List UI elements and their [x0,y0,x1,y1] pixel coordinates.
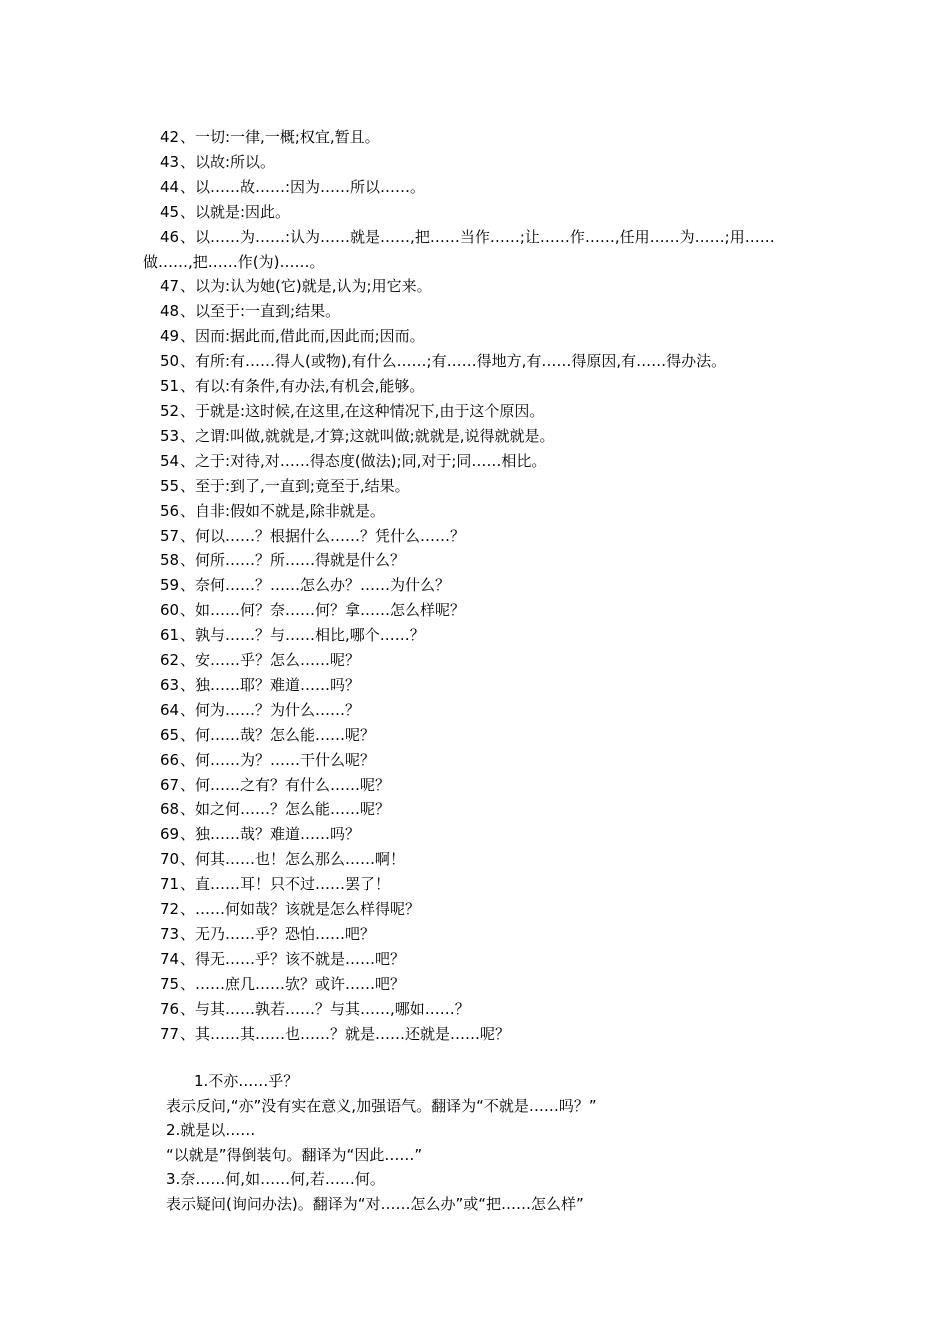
entry-number: 76 [160,999,180,1018]
entry-number: 47 [160,277,180,296]
entry-text: 、因而:据此而,借此而,因此而;因而。 [180,327,425,346]
list-item [143,748,823,773]
entry-text: 、独……耶？难道……吗？ [180,675,361,694]
entry-number: 54 [160,451,180,470]
list-item [143,673,823,698]
entry-text: 、孰与……？与……相比,哪个……？ [180,626,425,645]
entry-number: 51 [160,377,180,396]
entry-number: 60 [160,601,180,620]
phrase-entry-list [143,125,823,1047]
entry-number: 68 [160,800,180,819]
list-item [143,449,823,474]
list-item [143,698,823,723]
entry-number: 75 [160,974,180,993]
list-item [143,648,823,673]
list-item [143,324,823,349]
entry-text: 、何其……也！怎么那么……啊！ [180,850,406,869]
list-item [143,1022,823,1047]
entry-text: 、如……何？奈……何？拿……怎么样呢？ [180,601,466,620]
list-item [143,274,823,299]
list-item [143,773,823,798]
entry-text: 、何……之有？有什么……呢？ [180,775,391,794]
list-item [143,872,823,897]
entry-text: 、自非:假如不就是,除非就是。 [180,501,385,520]
entry-number: 43 [160,152,180,171]
entry-number: 58 [160,551,180,570]
entry-text: 、之谓:叫做,就就是,才算;这就叫做;就就是,说得就就是。 [180,426,555,445]
note-line: 3.奈……何,如……何,若……何。 [166,1170,385,1189]
entry-text: 、一切:一律,一概;权宜,暂且。 [180,128,380,146]
entry-number: 57 [160,526,180,545]
list-item [143,200,823,225]
entry-text: 、以……故……:因为……所以……。 [180,177,426,196]
list-item [143,299,823,324]
list-item [143,972,823,997]
entry-text: 、何所……？所……得就是什么？ [180,551,406,570]
entry-text: 、于就是:这时候,在这里,在这种情况下,由于这个原因。 [180,401,545,420]
entry-number: 56 [160,501,180,520]
entry-text: 、以就是:因此。 [180,202,291,221]
entry-number: 48 [160,302,180,321]
entry-number: 49 [160,327,180,346]
entry-number: 70 [160,850,180,869]
entry-number: 61 [160,626,180,645]
list-item [143,175,823,200]
list-item [143,847,823,872]
list-item [143,623,823,648]
list-item [143,797,823,822]
list-item [143,723,823,748]
list-item [143,399,823,424]
note-line: 表示疑问(询问办法)。翻译为“对……怎么办”或“把……怎么样” [166,1194,584,1213]
note-line: 2.就是以…… [166,1121,256,1140]
entry-text: 、以故:所以。 [180,152,276,171]
list-item [143,474,823,499]
entry-number: 72 [160,900,180,919]
entry-text: 、以……为……:认为……就是……,把……当作……;让……作……,任用……为……;用……做……,把……作(为)……。 [143,227,775,271]
entry-number: 50 [160,352,180,371]
list-item [143,598,823,623]
entry-number: 63 [160,675,180,694]
entry-number: 42 [160,128,180,146]
note-line: 表示反问,“亦”没有实在意义,加强语气。翻译为“不就是……吗？” [166,1096,597,1115]
entry-text: 、安……乎？怎么……呢？ [180,651,361,670]
list-item [143,822,823,847]
list-item [143,997,823,1022]
entry-number: 59 [160,576,180,595]
entry-text: 、……何如哉？该就是怎么样得呢？ [180,900,421,919]
entry-number: 55 [160,476,180,495]
entry-number: 52 [160,401,180,420]
entry-text: 、至于:到了,一直到;竟至于,结果。 [180,476,410,495]
entry-text: 、有以:有条件,有办法,有机会,能够。 [180,377,425,396]
entry-number: 66 [160,750,180,769]
entry-number: 74 [160,949,180,968]
list-item [143,548,823,573]
entry-text: 、奈何……？……怎么办？……为什么？ [180,576,451,595]
entry-number: 71 [160,875,180,894]
list-item [143,225,823,275]
list-item [143,424,823,449]
entry-text: 、如之何……？怎么能……呢？ [180,800,391,819]
entry-number: 46 [160,227,180,246]
list-item [143,524,823,549]
entry-text: 、以至于:一直到;结果。 [180,302,341,321]
entry-number: 67 [160,775,180,794]
entry-text: 、……庶几……欤？或许……吧？ [180,974,406,993]
entry-text: 、有所:有……得人(或物),有什么……;有……得地方,有……得原因,有……得办法。 [180,352,727,371]
entry-number: 69 [160,825,180,844]
list-item [143,125,823,150]
entry-number: 44 [160,177,180,196]
entry-text: 、何……为？……干什么呢？ [180,750,376,769]
entry-text: 、何为……？为什么……？ [180,700,361,719]
entry-number: 53 [160,426,180,445]
note-line: 1.不亦……乎？ [194,1072,299,1090]
note-line: “以就是”得倒装句。翻译为“因此……” [166,1145,423,1164]
entry-text: 、与其……孰若……？与其……,哪如……？ [180,999,470,1018]
entry-text: 、何以……？根据什么……？凭什么……？ [180,526,466,545]
list-item [143,499,823,524]
entry-text: 、无乃……乎？恐怕……吧？ [180,925,376,943]
list-item [143,573,823,598]
entry-number: 64 [160,700,180,719]
entry-text: 、何……哉？怎么能……呢？ [180,725,376,744]
list-item [143,374,823,399]
entry-text: 、其……其……也……？就是……还就是……呢？ [180,1024,511,1043]
list-item [143,947,823,972]
entry-text: 、直……耳！只不过……罢了！ [180,875,391,894]
list-item [143,150,823,175]
notes-section [166,1069,806,1217]
entry-number: 73 [160,925,180,943]
list-item [143,349,823,374]
entry-text: 、得无……乎？该不就是……吧？ [180,949,406,968]
entry-number: 62 [160,651,180,670]
entry-number: 45 [160,202,180,221]
entry-text: 、以为:认为她(它)就是,认为;用它来。 [180,277,432,296]
entry-text: 、之于:对待,对……得态度(做法);同,对于;同……相比。 [180,451,547,470]
list-item [143,922,823,947]
list-item [143,897,823,922]
entry-number: 77 [160,1024,180,1043]
entry-number: 65 [160,725,180,744]
entry-text: 、独……哉？难道……吗？ [180,825,361,844]
